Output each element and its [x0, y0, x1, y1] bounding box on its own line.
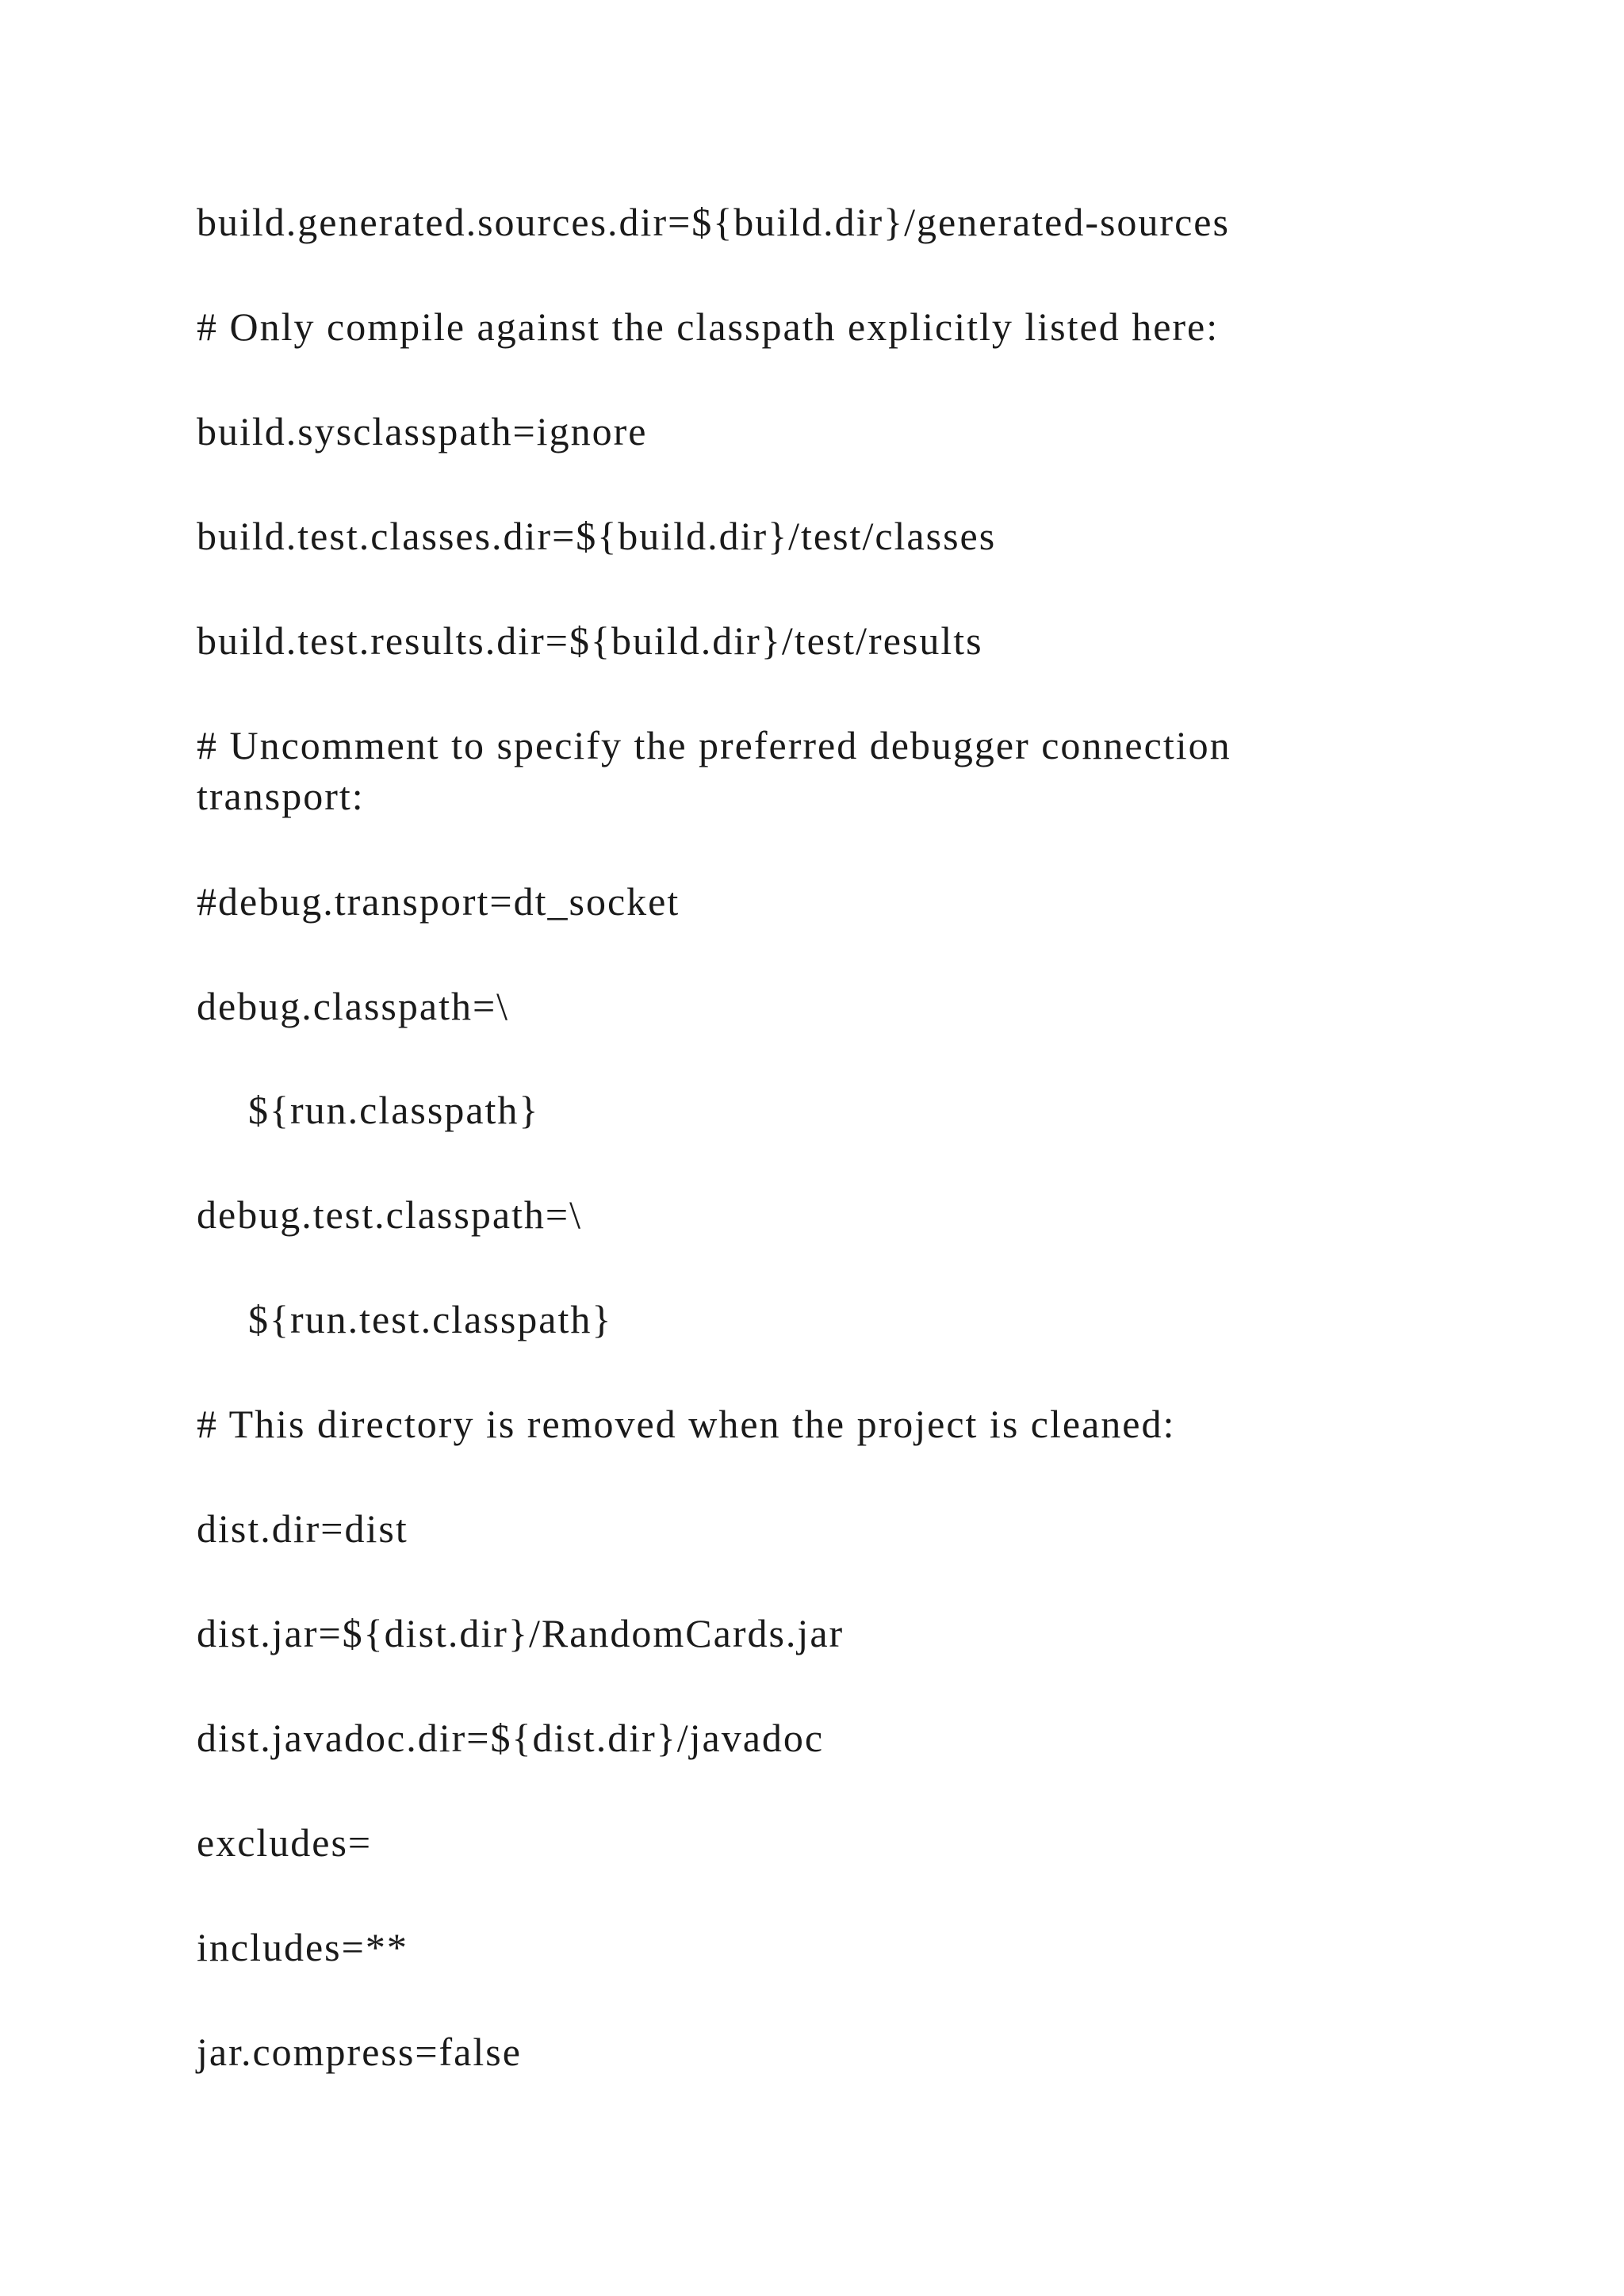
comment-line: # Uncomment to specify the preferred debugger connection	[197, 723, 1231, 767]
property-line: includes=**	[197, 1925, 408, 1969]
property-line: build.sysclasspath=ignore	[197, 409, 648, 453]
property-line: jar.compress=false	[197, 2030, 522, 2074]
property-line: debug.test.classpath=\	[197, 1192, 582, 1237]
comment-line-continuation: transport:	[197, 774, 365, 818]
property-line: build.generated.sources.dir=${build.dir}/generated-sources	[197, 200, 1230, 244]
property-continuation-line: ${run.test.classpath}	[248, 1297, 613, 1341]
property-line: dist.dir=dist	[197, 1506, 408, 1551]
property-line: build.test.results.dir=${build.dir}/test/results	[197, 618, 983, 663]
comment-line: # This directory is removed when the project is cleaned:	[197, 1402, 1176, 1446]
commented-property-line: #debug.transport=dt_socket	[197, 879, 680, 924]
property-line: dist.javadoc.dir=${dist.dir}/javadoc	[197, 1716, 825, 1760]
property-line: dist.jar=${dist.dir}/RandomCards.jar	[197, 1611, 845, 1655]
comment-line: # Only compile against the classpath explicitly listed here:	[197, 304, 1220, 349]
property-line: debug.classpath=\	[197, 984, 510, 1028]
property-continuation-line: ${run.classpath}	[248, 1088, 540, 1132]
property-line: build.test.classes.dir=${build.dir}/test/classes	[197, 514, 997, 558]
property-line: excludes=	[197, 1820, 373, 1865]
